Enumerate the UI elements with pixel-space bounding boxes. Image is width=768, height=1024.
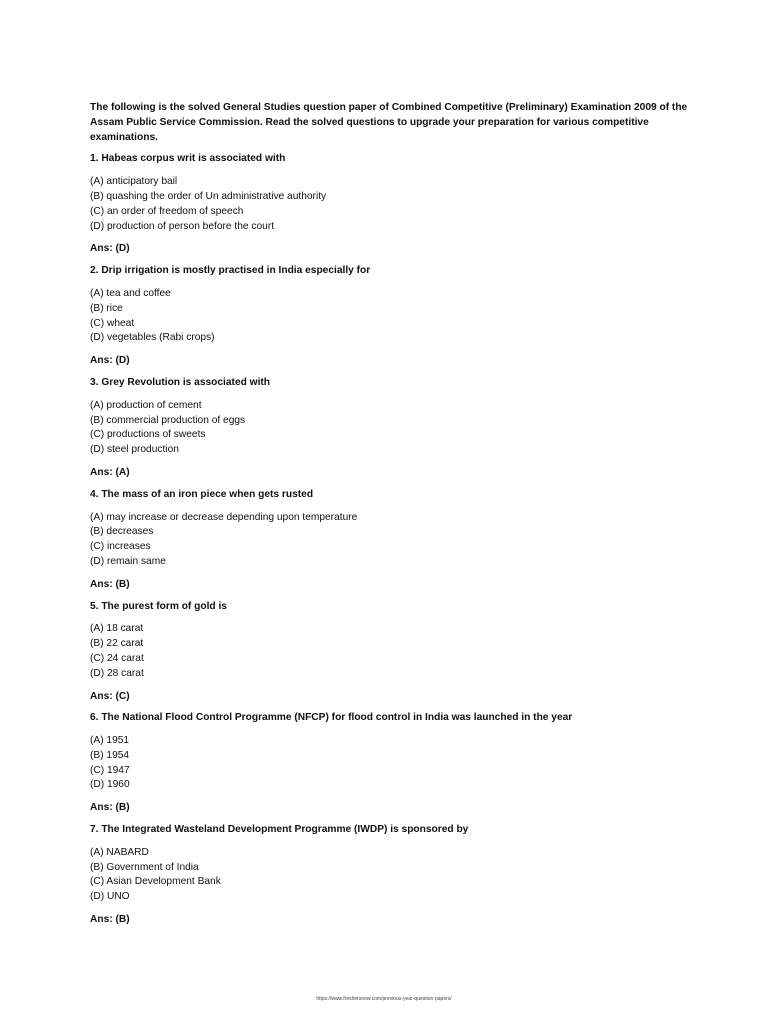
- question-text: 2. Drip irrigation is mostly practised in India especially for: [90, 265, 371, 277]
- document-page: [90, 101, 690, 935]
- option-d: (D) 1960: [90, 779, 130, 791]
- option-d: (D) vegetables (Rabi crops): [90, 332, 215, 344]
- option-a: (A) tea and coffee: [90, 287, 171, 299]
- question-text: 3. Grey Revolution is associated with: [90, 376, 271, 388]
- options-list: [90, 287, 690, 346]
- option-b: (B) Government of India: [90, 861, 199, 873]
- question-block: [90, 264, 690, 369]
- option-a: (A) production of cement: [90, 399, 202, 411]
- options-list: [90, 846, 690, 905]
- answer-text: Ans: (B): [90, 802, 130, 814]
- option-a: (A) may increase or decrease depending upon temperature: [90, 511, 358, 523]
- footer-url[interactable]: https://www.freshersnow.com/previous-year-question-papers/: [316, 996, 452, 1002]
- option-c: (C) productions of sweets: [90, 429, 206, 441]
- option-c: (C) an order of freedom of speech: [90, 205, 244, 217]
- options-list: [90, 399, 690, 458]
- question-block: [90, 600, 690, 705]
- question-text: 4. The mass of an iron piece when gets rusted: [90, 488, 314, 500]
- option-b: (B) commercial production of eggs: [90, 414, 246, 426]
- option-d: (D) remain same: [90, 555, 166, 567]
- answer-text: Ans: (A): [90, 466, 130, 478]
- question-text: 6. The National Flood Control Programme (NFCP) for flood control in India was launched in the year: [90, 712, 573, 724]
- question-text: 5. The purest form of gold is: [90, 600, 227, 612]
- options-list: [90, 175, 690, 234]
- answer-text: Ans: (B): [90, 578, 130, 590]
- option-b: (B) decreases: [90, 526, 154, 538]
- answer-text: Ans: (D): [90, 355, 130, 367]
- option-d: (D) steel production: [90, 444, 179, 456]
- options-list: [90, 734, 690, 793]
- answer-text: Ans: (B): [90, 914, 130, 926]
- option-b: (B) quashing the order of Un administrative authority: [90, 190, 327, 202]
- intro-paragraph: The following is the solved General Studies question paper of Combined Competitive (Preliminary) Examination 2009 of the Assam Public Service Commission. Read the solved questions to upgrade your preparation for various competitive examinations.: [90, 102, 688, 143]
- option-a: (A) 1951: [90, 735, 130, 747]
- question-block: [90, 823, 690, 928]
- option-c: (C) 24 carat: [90, 652, 144, 664]
- option-a: (A) 18 carat: [90, 623, 144, 635]
- option-c: (C) wheat: [90, 317, 135, 329]
- question-block: [90, 152, 690, 257]
- option-b: (B) 1954: [90, 749, 130, 761]
- option-d: (D) UNO: [90, 891, 130, 903]
- options-list: [90, 622, 690, 681]
- question-block: [90, 488, 690, 593]
- option-a: (A) NABARD: [90, 846, 149, 858]
- option-d: (D) production of person before the court: [90, 220, 275, 232]
- answer-text: Ans: (C): [90, 690, 130, 702]
- question-block: [90, 711, 690, 816]
- question-block: [90, 376, 690, 481]
- option-c: (C) increases: [90, 541, 151, 553]
- question-text: 7. The Integrated Wasteland Development Programme (IWDP) is sponsored by: [90, 824, 469, 836]
- option-a: (A) anticipatory bail: [90, 176, 178, 188]
- option-c: (C) Asian Development Bank: [90, 876, 221, 888]
- options-list: [90, 511, 690, 570]
- option-b: (B) 22 carat: [90, 638, 144, 650]
- option-d: (D) 28 carat: [90, 667, 144, 679]
- option-c: (C) 1947: [90, 764, 130, 776]
- option-b: (B) rice: [90, 302, 123, 314]
- question-text: 1. Habeas corpus writ is associated with: [90, 153, 286, 165]
- answer-text: Ans: (D): [90, 243, 130, 255]
